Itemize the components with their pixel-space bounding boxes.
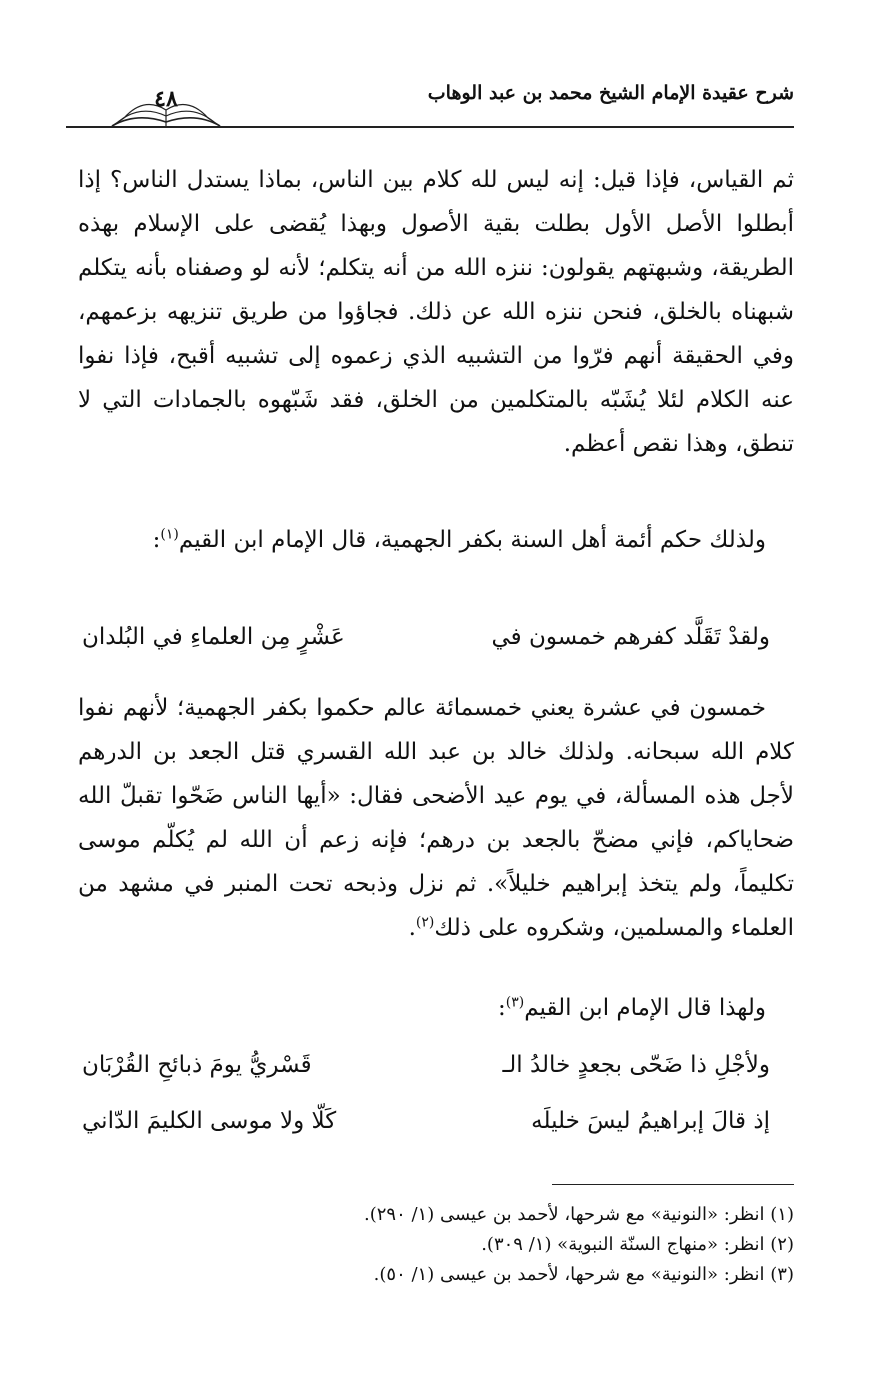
paragraph-4 [78, 986, 794, 1030]
footnote-1: (١) انظر: «النونية» مع شرحها، لأحمد بن عيسى (١/ ٢٩٠). [363, 1204, 794, 1225]
verse-3 [78, 1108, 794, 1152]
paragraph-3-end: . [408, 915, 416, 941]
paragraph-4-end: : [497, 995, 506, 1021]
footnote-ref-1[interactable]: (١) [160, 526, 179, 543]
paragraph-2-end: : [152, 527, 161, 553]
footnote-ref-3[interactable]: (٣) [505, 994, 525, 1011]
verse-1 [78, 624, 794, 668]
paragraph-1-text: ثم القياس، فإذا قيل: إنه ليس لله كلام بين الناس، بماذا يستدل الناس؟ إذا أبطلوا الأصل الأول بطلت بقية الأصول وبهذا يُقضى على الإسلام بهذه الطريقة، وشبهتهم يقولون: ننزه الله من أنه يتكلم؛ لأنه لو وصفناه بأنه يتكلم شبهناه بالخلق، فنحن ننزه الله عن ذلك. فجاؤوا من طريق تنزيهه بزعمهم، وفي الحقيقة أنهم فرّوا من التشبيه الذي زعموه إلى تشبيه أقبح، فإذا نفوا عنه الكلام لئلا يُشَبّه بالمتكلمين من الخلق، فقد شَبّهوه بالجمادات التي لا تنطق، وهذا نقص أعظم. [78, 167, 794, 457]
paragraph-2-text: ولذلك حكم أئمة أهل السنة بكفر الجهمية، قال الإمام ابن القيم [178, 527, 766, 553]
paragraph-2 [78, 518, 794, 562]
verse-2-first-hemistich: ولأجْلِ ذا ضَحّى بجعدٍ خالدُ الـ [502, 1052, 770, 1078]
verse-3-second-hemistich: كَلّا ولا موسى الكليمَ الدّاني [82, 1108, 337, 1134]
paragraph-4-text: ولهذا قال الإمام ابن القيم [524, 995, 766, 1021]
page-header [66, 72, 794, 128]
verse-1-second-hemistich: عَشْرٍ مِن العلماءِ في البُلدان [82, 624, 345, 650]
footnotes [78, 1200, 794, 1290]
verse-3-first-hemistich: إذ قالَ إبراهيمُ ليسَ خليلَه [531, 1108, 770, 1134]
verse-2 [78, 1052, 794, 1096]
paragraph-1 [78, 158, 794, 466]
footnote-3: (٣) انظر: «النونية» مع شرحها، لأحمد بن عيسى (١/ ٥٠). [373, 1264, 794, 1285]
verse-1-first-hemistich: ولقدْ تَقَلَّد كفرهم خمسون في [491, 624, 770, 650]
footnote-ref-2[interactable]: (٢) [415, 914, 435, 931]
verse-2-second-hemistich: قَسْريُّ يومَ ذبائحِ القُرْبَان [82, 1052, 312, 1078]
footnote-separator [552, 1184, 794, 1185]
paragraph-3 [78, 686, 794, 950]
header-rule [66, 126, 794, 128]
page-number: ٤٨ [154, 86, 178, 112]
running-title: شرح عقيدة الإمام الشيخ محمد بن عبد الوهاب [427, 82, 794, 104]
footnote-2: (٢) انظر: «منهاج السنّة النبوية» (١/ ٣٠٩). [481, 1234, 794, 1255]
page-number-badge [106, 82, 226, 128]
paragraph-3-text: خمسون في عشرة يعني خمسمائة عالم حكموا بكفر الجهمية؛ لأنهم نفوا كلام الله سبحانه. ولذلك خالد بن عبد الله القسري قتل الجعد بن الدرهم لأجل هذه المسألة، في يوم عيد الأضحى فقال: «أيها الناس ضَحّوا تقبلّ الله ضحاياكم، فإني مضحّ بالجعد بن درهم؛ فإنه زعم أن الله لم يُكلّم موسى تكليماً، ولم يتخذ إبراهيم خليلاً». ثم نزل وذبحه تحت المنبر في مشهد من العلماء والمسلمين، وشكروه على ذلك [78, 695, 794, 941]
